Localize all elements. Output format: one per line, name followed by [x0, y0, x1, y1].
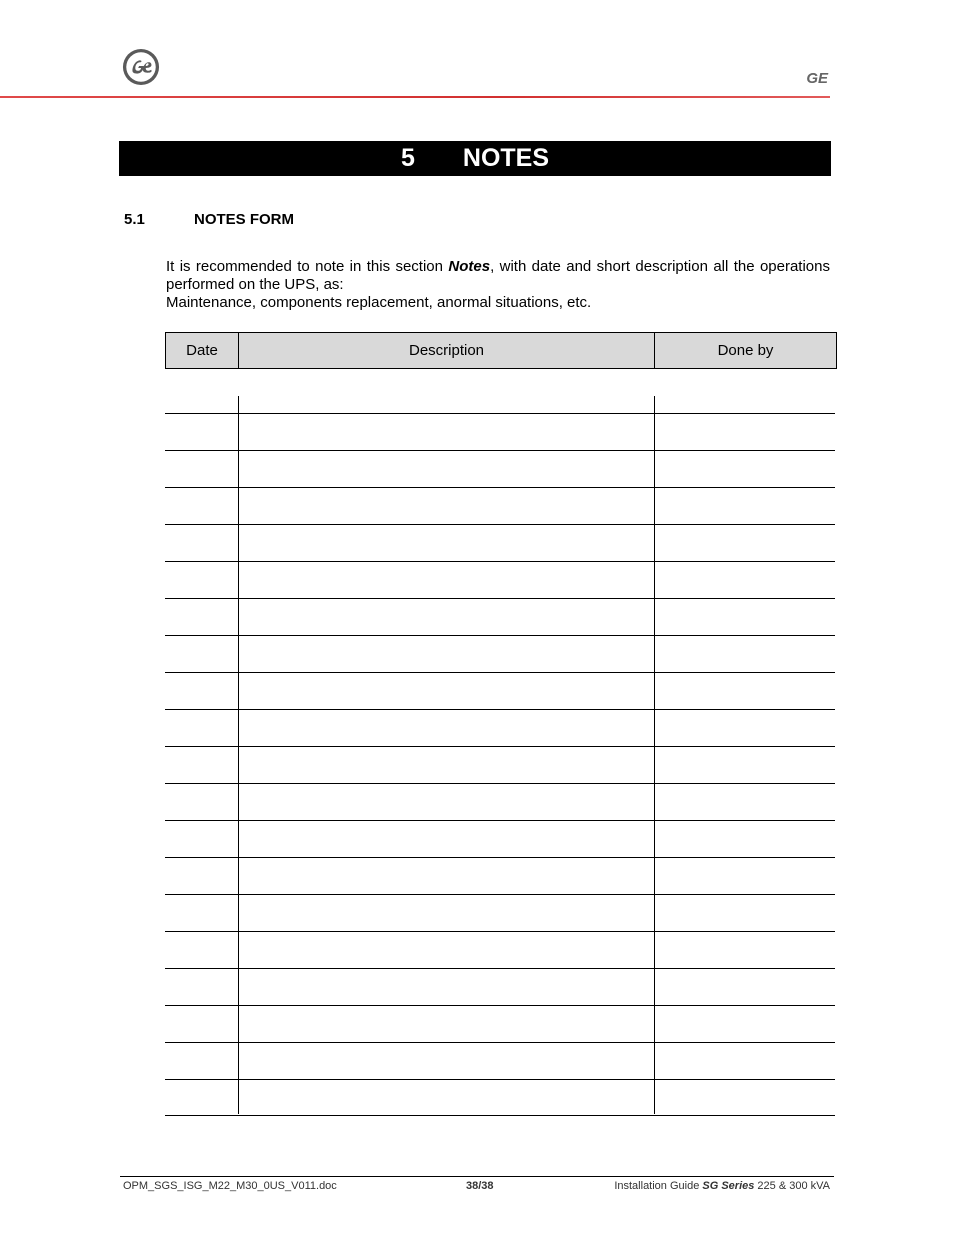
- grid-row-line: [165, 635, 835, 636]
- footer-guide-suffix: 225 & 300 kVA: [754, 1180, 830, 1192]
- section-number: 5.1: [124, 211, 145, 228]
- grid-row-line: [165, 1005, 835, 1006]
- chapter-title: NOTES: [462, 144, 550, 172]
- footer-page-number: 38/38: [466, 1180, 494, 1192]
- grid-row-line: [165, 746, 835, 747]
- footer-rule: [120, 1176, 834, 1177]
- grid-row-line: [165, 931, 835, 932]
- header-rule: [0, 96, 830, 98]
- notes-entry-grid: [165, 396, 835, 1114]
- grid-column-divider: [238, 396, 239, 1114]
- grid-row-line: [165, 450, 835, 451]
- footer-document-name: OPM_SGS_ISG_M22_M30_0US_V011.doc: [123, 1180, 337, 1192]
- grid-row-line: [165, 709, 835, 710]
- ge-logo-icon: [122, 48, 160, 86]
- grid-row-line: [165, 1042, 835, 1043]
- intro-text-start: It is recommended to note in this section: [166, 258, 449, 275]
- grid-row-line: [165, 598, 835, 599]
- header-brand: GE: [806, 70, 828, 87]
- intro-emphasis: Notes: [448, 258, 491, 275]
- grid-row-line: [165, 561, 835, 562]
- intro-paragraph: [166, 258, 830, 312]
- grid-row-line: [165, 968, 835, 969]
- intro-line-2: Maintenance, components replacement, anormal situations, etc.: [166, 294, 592, 311]
- intro-line-1: [166, 258, 830, 294]
- grid-row-line: [165, 1115, 835, 1116]
- intro-text-end: , with date and short description all the operations performed on the UPS, as:: [166, 258, 830, 293]
- grid-row-line: [165, 672, 835, 673]
- column-header-description: Description: [239, 333, 655, 369]
- footer-series: SG Series: [702, 1180, 755, 1192]
- grid-column-divider: [654, 396, 655, 1114]
- footer-guide-title: [614, 1180, 830, 1192]
- grid-row-line: [165, 524, 835, 525]
- grid-row-line: [165, 1079, 835, 1080]
- column-header-date: Date: [166, 333, 239, 369]
- grid-row-line: [165, 487, 835, 488]
- section-title: NOTES FORM: [194, 211, 294, 228]
- section-heading: [124, 211, 294, 228]
- grid-row-line: [165, 783, 835, 784]
- chapter-heading: [119, 141, 831, 176]
- notes-table-header: [165, 332, 837, 369]
- grid-row-line: [165, 857, 835, 858]
- footer-guide-prefix: Installation Guide: [614, 1180, 703, 1192]
- grid-row-line: [165, 894, 835, 895]
- grid-row-line: [165, 820, 835, 821]
- column-header-done-by: Done by: [655, 333, 837, 369]
- chapter-number: 5: [400, 144, 415, 172]
- grid-row-line: [165, 413, 835, 414]
